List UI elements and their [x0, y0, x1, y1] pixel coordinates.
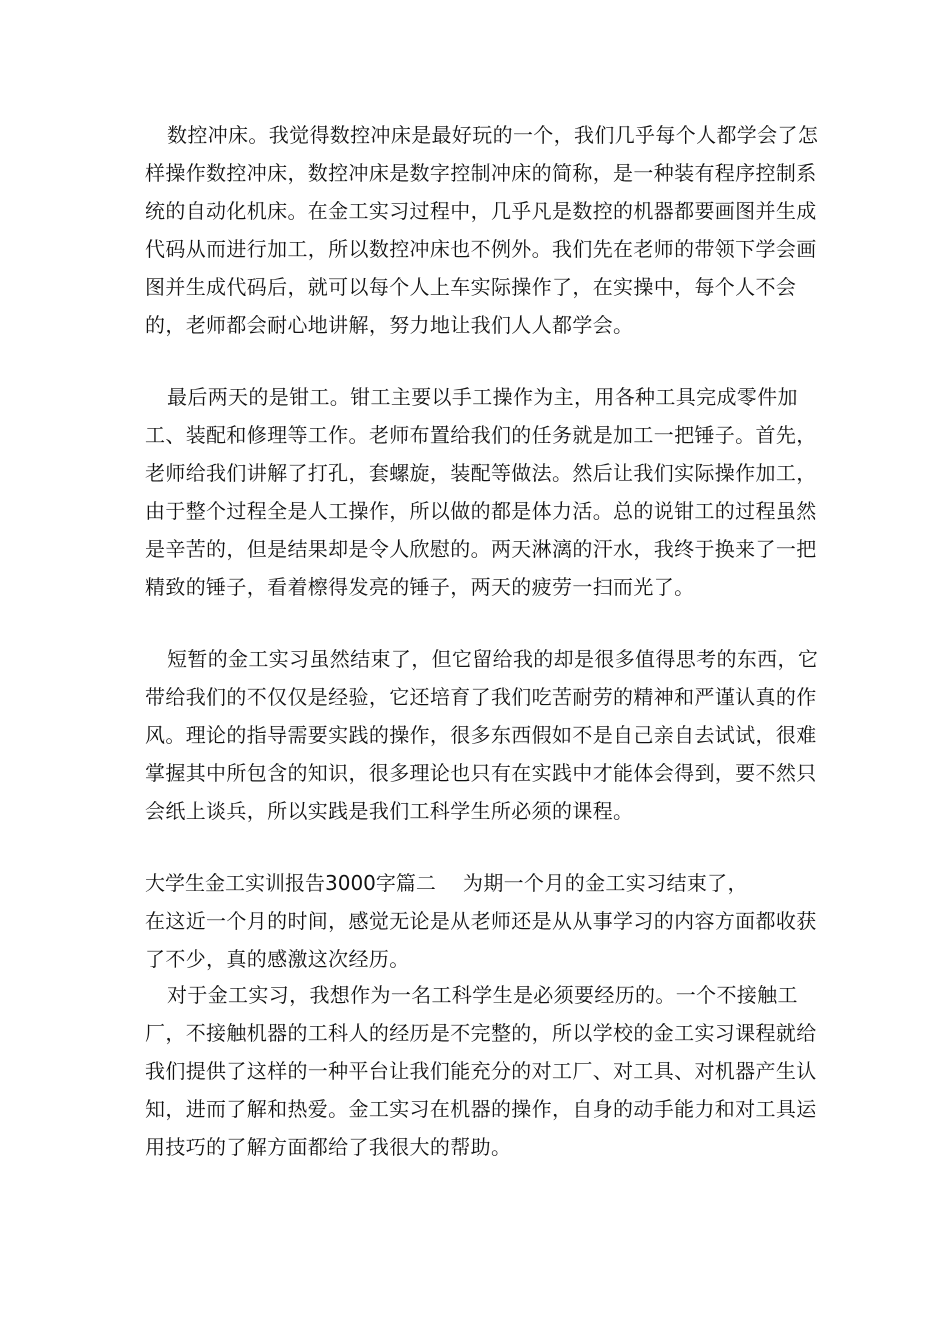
section-title: 大学生金工实训报告3000字篇二 [145, 871, 436, 895]
section-intro-rest: 在这近一个月的时间，感觉无论是从老师还是从从事学习的内容方面都收获了不少，真的感激这次经历。 [145, 909, 817, 971]
paragraph-summary: 短暂的金工实习虽然结束了，但它留给我的却是很多值得思考的东西，它带给我们的不仅仅是经验，它还培育了我们吃苦耐劳的精神和严谨认真的作风。理论的指导需要实践的操作，很多东西假如不是自己亲自去试试，很难掌握其中所包含的知识，很多理论也只有在实践中才能体会得到，要不然只会纸上谈兵，所以实践是我们工科学生所必须的课程。 [145, 647, 819, 823]
section-intro-first: 为期一个月的金工实习结束了， [462, 871, 748, 895]
paragraph-fitter-work: 最后两天的是钳工。钳工主要以手工操作为主，用各种工具完成零件加工、装配和修理等工作。老师布置给我们的任务就是加工一把锤子。首先，老师给我们讲解了打孔，套螺旋，装配等做法。然后让我们实际操作加工，由于整个过程全是人工操作，所以做的都是体力活。总的说钳工的过程虽然是辛苦的，但是结果却是令人欣慰的。两天淋漓的汗水，我终于换来了一把精致的锤子，看着檫得发亮的锤子，两天的疲劳一扫而光了。 [145, 385, 817, 599]
section-heading-line [145, 864, 835, 902]
paragraph-cnc-punch: 数控冲床。我觉得数控冲床是最好玩的一个，我们几乎每个人都学会了怎样操作数控冲床，数控冲床是数字控制冲床的简称，是一种装有程序控制系统的自动化机床。在金工实习过程中，几乎凡是数控的机器都要画图并生成代码从而进行加工，所以数控冲床也不例外。我们先在老师的带领下学会画图并生成代码后，就可以每个人上车实际操作了，在实操中，每个人不会的，老师都会耐心地讲解，努力地让我们人人都学会。 [145, 123, 819, 337]
paragraph-final: 对于金工实习，我想作为一名工科学生是必须要经历的。一个不接触工厂，不接触机器的工科人的经历是不完整的，所以学校的金工实习课程就给我们提供了这样的一种平台让我们能充分的对工厂、对工具、对机器产生认知，进而了解和热爱。金工实习在机器的操作，自身的动手能力和对工具运用技巧的了解方面都给了我很大的帮助。 [145, 983, 817, 1159]
